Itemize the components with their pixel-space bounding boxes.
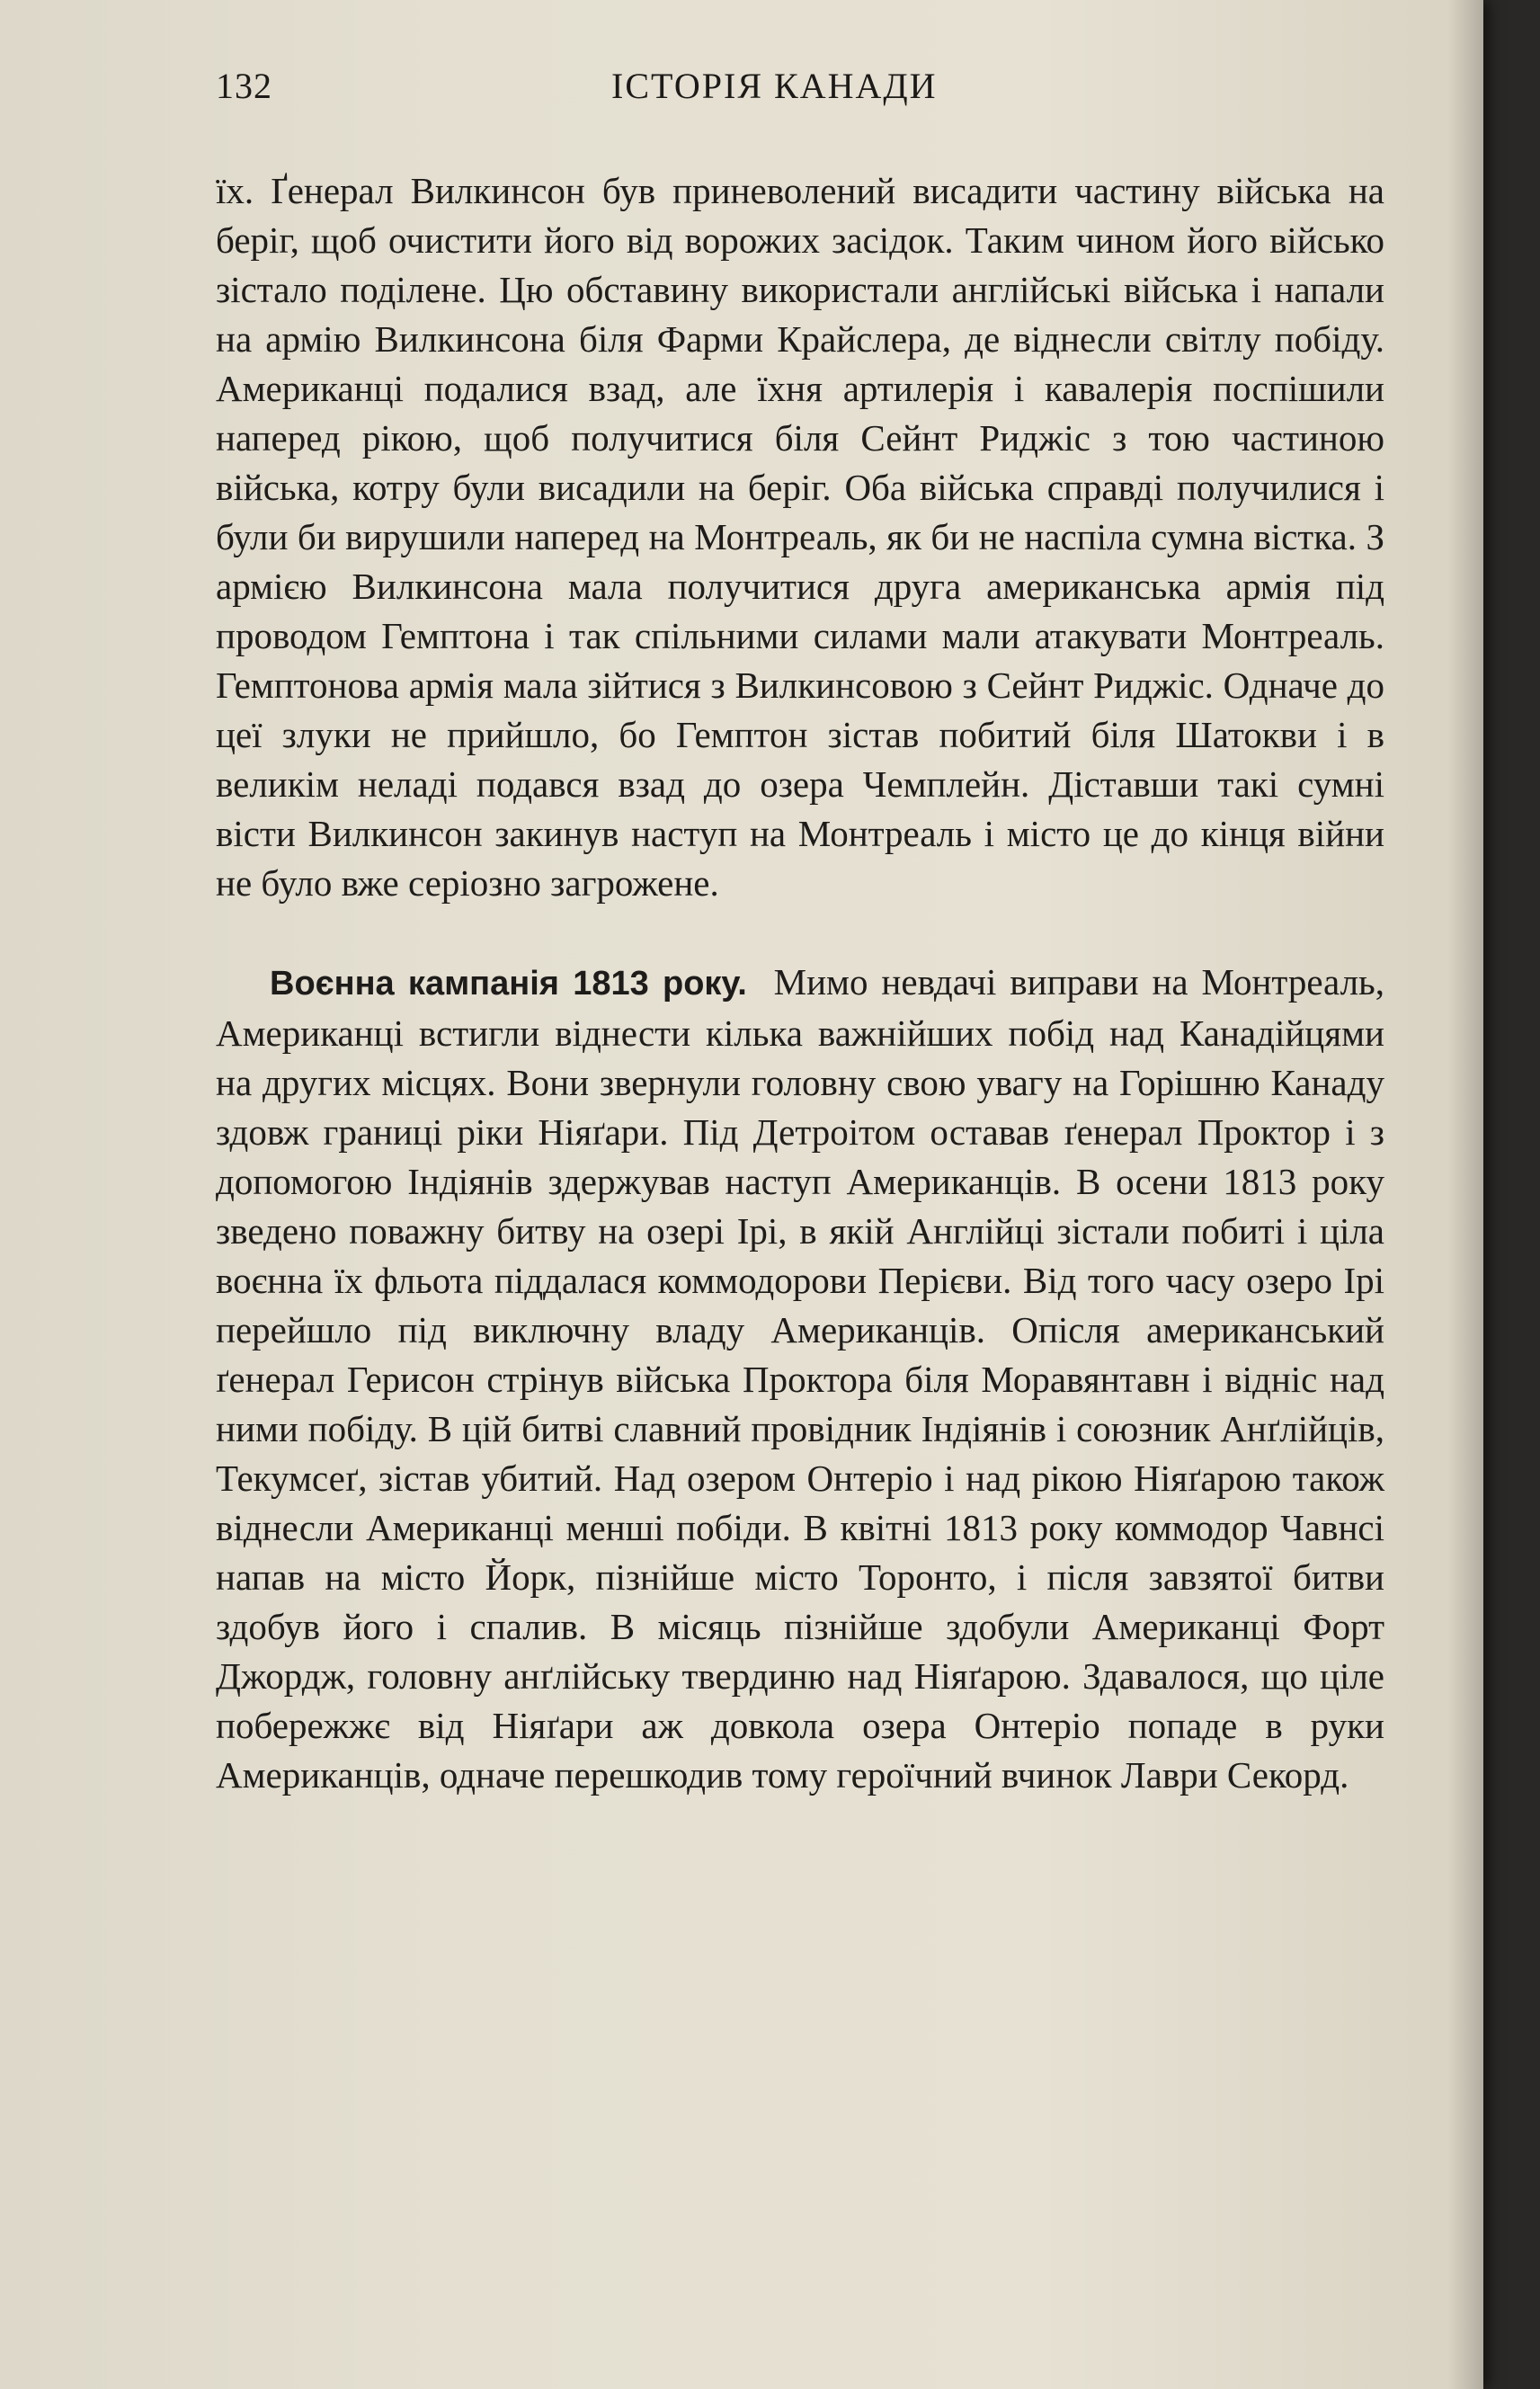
running-title: ІСТОРІЯ КАНАДИ xyxy=(611,66,938,106)
page-edge-shadow xyxy=(1447,0,1483,2389)
paragraph-1: їх. Ґенерал Вилкинсон був приневолений висадити частину війська на беріг, щоб очистити його від ворожих засідок. Таким чином його військо зістало поділене. Цю обставину використали англійські війська і напали на армію Вилкинсона біля Фарми Крайслера, де віднесли світлу побіду. Американці подалися взад, але їхня артилерія і кавалерія поспішили наперед рікою, щоб получитися біля Сейнт Риджіс з тою частиною війська, котру були висадили на беріг. Оба війська справді получилися і були би вирушили наперед на Монтреаль, як би не наспіла сумна вістка. З армією Вилкинсона мала получитися друга американська армія під проводом Гемптона і так спільними силами мали атакувати Монтреаль. Гемптонова армія мала зійтися з Вилкинсовою з Сейнт Риджіс. Одначе до цеї злуки не прийшло, бо Гемптон зістав побитий біля Шатокви і в великім неладі подався взад до озера Чемплейн. Діставши такі сумні вісти Вилкинсон закинув наступ на Монтреаль і місто це до кінця війни не було вже серіозно загрожене. xyxy=(216,170,1384,904)
body-text xyxy=(216,166,1384,1800)
section-heading: Воєнна кампанія 1813 року. xyxy=(270,965,747,1003)
page-number: 132 xyxy=(216,66,272,106)
paragraph-2-text: Мимо невдачі виправи на Монтреаль, Американці встигли віднести кілька важнійших побід над Канадійцями на других місцях. Вони звернули головну свою увагу на Горішню Канаду здовж границі ріки Ніяґари. Під Детроітом оставав ґенерал Проктор і з допомогою Індіянів здержував наступ Американців. В осени 1813 року зведено поважну битву на озері Ірі, в якій Англійці зістали побиті і ціла воєнна їх фльота піддалася коммодорови Перієви. Від того часу озеро Ірі перейшло під виключну владу Американців. Опісля американський ґенерал Герисон стрінув війська Проктора біля Моравянтавн і відніс над ними побіду. В цій битві славний провідник Індіянів і союзник Анґлійців, Текумсеґ, зістав убитий. Над озером Онтеріо і над рікою Ніяґарою також віднесли Американці менші побіди. В квітні 1813 року коммодор Чавнсі напав на місто Йорк, пізнійше місто Торонто, і після завзятої битви здобув його і спалив. В місяць пізнійше здобули Американці Форт Джордж, головну анґлійську твердиню над Ніяґарою. Здавалося, що ціле побережжє від Ніяґари аж довкола озера Онтеріо попаде в руки Американців, одначе перешкодив тому героїчний вчинок Лаври Секорд. xyxy=(216,961,1384,1796)
page-header xyxy=(216,65,1384,119)
paragraph-2 xyxy=(216,958,1384,1800)
